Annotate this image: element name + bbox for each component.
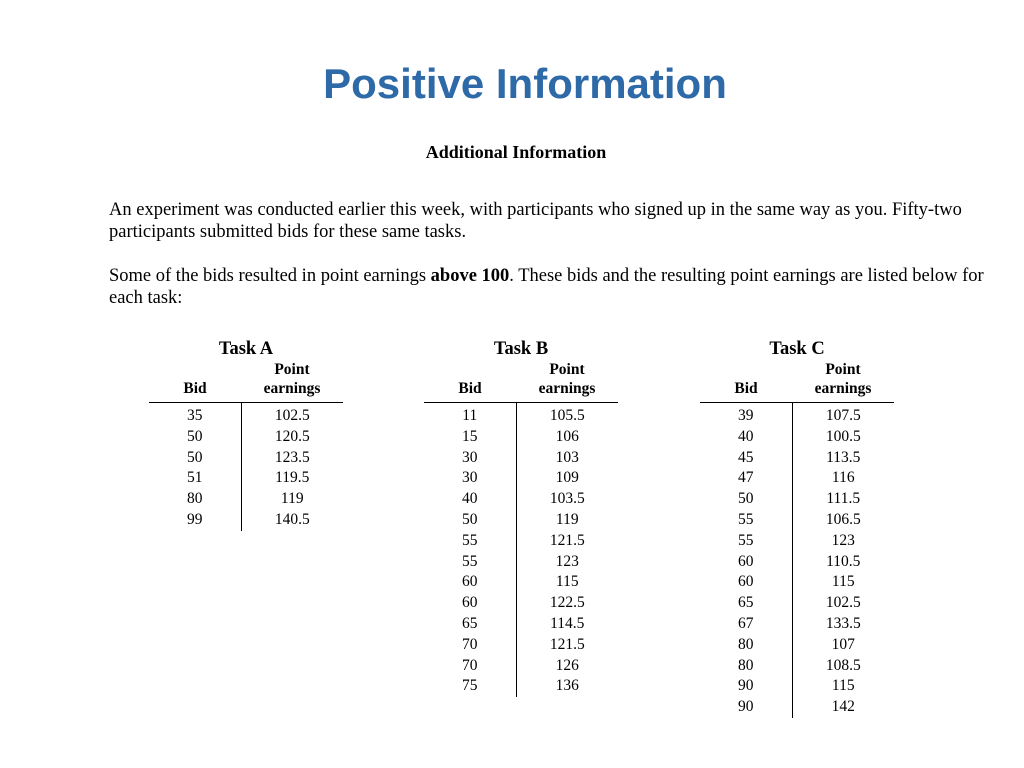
- bid-cell: 30: [424, 468, 516, 489]
- table-row: [700, 531, 894, 552]
- task-title: Task B: [493, 339, 549, 359]
- table-header-row: [149, 360, 343, 403]
- bid-cell: 40: [700, 427, 792, 448]
- bid-cell: 90: [700, 676, 792, 697]
- earnings-cell: 115: [555, 573, 579, 591]
- earnings-cell: 102.5: [825, 594, 861, 612]
- task-title: Task A: [218, 339, 274, 359]
- earnings-header-line1: Point: [549, 361, 585, 378]
- bids-table: [700, 360, 894, 718]
- bid-cell: 50: [700, 489, 792, 510]
- table-row: [700, 697, 894, 718]
- table-row: [700, 593, 894, 614]
- bid-cell: 60: [424, 593, 516, 614]
- earnings-column-header: [792, 360, 894, 403]
- earnings-cell: 111.5: [826, 490, 861, 508]
- table-row: [700, 427, 894, 448]
- earnings-header-line2: earnings: [263, 380, 321, 397]
- earnings-header-line2: earnings: [814, 380, 872, 397]
- table-row: [424, 468, 618, 489]
- table-row: [700, 468, 894, 489]
- earnings-cell: 106: [555, 427, 579, 445]
- earnings-cell: 121.5: [549, 635, 585, 653]
- bids-paragraph-emphasis: above 100: [430, 266, 510, 286]
- table-header-row: [424, 360, 618, 403]
- table-row: [149, 427, 343, 448]
- table-row: [700, 448, 894, 469]
- earnings-cell: 103.5: [549, 490, 585, 508]
- bid-cell: 70: [424, 635, 516, 656]
- table-row: [700, 635, 894, 656]
- bid-cell: 50: [149, 427, 241, 448]
- table-row: [700, 552, 894, 573]
- table-row: [700, 676, 894, 697]
- bid-cell: 75: [424, 676, 516, 697]
- earnings-cell: 122.5: [549, 594, 585, 612]
- task-title: Task C: [769, 339, 825, 359]
- earnings-cell: 102.5: [274, 407, 310, 424]
- table-header-row: [700, 360, 894, 403]
- earnings-cell: 133.5: [825, 614, 861, 632]
- earnings-cell: 113.5: [826, 448, 861, 466]
- table-row: [424, 403, 618, 427]
- earnings-column-header: [516, 360, 618, 403]
- earnings-cell: 107: [831, 635, 855, 653]
- earnings-header-line2: earnings: [538, 380, 596, 397]
- bid-column-header: Bid: [149, 360, 241, 403]
- bid-cell: 50: [424, 510, 516, 531]
- earnings-cell: 119: [555, 510, 579, 528]
- table-row: [424, 656, 618, 677]
- table-row: [424, 676, 618, 697]
- bid-cell: 50: [149, 448, 241, 469]
- table-row: [424, 614, 618, 635]
- bid-cell: 55: [700, 531, 792, 552]
- table-row: [424, 510, 618, 531]
- bid-cell: 60: [700, 572, 792, 593]
- bid-cell: 55: [700, 510, 792, 531]
- bid-cell: 11: [424, 403, 516, 427]
- earnings-cell: 115: [831, 677, 855, 695]
- task-b-panel: [424, 338, 618, 697]
- earnings-cell: 107.5: [825, 407, 861, 424]
- task-a-panel: [149, 338, 343, 531]
- table-row: [700, 510, 894, 531]
- earnings-cell: 119.5: [275, 469, 310, 487]
- table-row: [424, 448, 618, 469]
- bid-column-header: Bid: [424, 360, 516, 403]
- bid-cell: 80: [700, 635, 792, 656]
- earnings-cell: 114.5: [550, 614, 585, 632]
- earnings-cell: 108.5: [825, 656, 861, 674]
- bid-cell: 65: [424, 614, 516, 635]
- earnings-cell: 123: [831, 531, 855, 549]
- earnings-cell: 123: [555, 552, 579, 570]
- bid-cell: 30: [424, 448, 516, 469]
- table-row: [700, 572, 894, 593]
- table-row: [424, 572, 618, 593]
- bid-cell: 80: [700, 656, 792, 677]
- earnings-cell: 121.5: [549, 531, 585, 549]
- earnings-cell: 126: [555, 656, 579, 674]
- earnings-cell: 100.5: [825, 427, 861, 445]
- bid-cell: 15: [424, 427, 516, 448]
- table-row: [149, 403, 343, 427]
- table-row: [700, 489, 894, 510]
- earnings-cell: 136: [555, 677, 579, 695]
- intro-paragraph: An experiment was conducted earlier this week, with participants who signed up in the same way as you. Fifty-two participants submitted bids for these same tasks.: [109, 200, 962, 242]
- earnings-cell: 123.5: [274, 448, 310, 466]
- bid-cell: 90: [700, 697, 792, 718]
- earnings-cell: 105.5: [549, 407, 585, 424]
- task-c-panel: [700, 338, 894, 718]
- slide-title: Positive Information: [323, 60, 727, 107]
- bid-cell: 70: [424, 656, 516, 677]
- bid-cell: 39: [700, 403, 792, 427]
- table-row: [424, 427, 618, 448]
- bid-cell: 51: [149, 468, 241, 489]
- bids-paragraph-end: . These bids and the resulting point earnings are listed below for each task:: [109, 266, 984, 308]
- bid-column-header: Bid: [700, 360, 792, 403]
- earnings-cell: 106.5: [825, 510, 861, 528]
- earnings-cell: 115: [831, 573, 855, 591]
- bids-table: [424, 360, 618, 697]
- bid-cell: 60: [424, 572, 516, 593]
- bid-cell: 65: [700, 593, 792, 614]
- earnings-cell: 142: [831, 698, 855, 716]
- table-row: [149, 468, 343, 489]
- bid-cell: 40: [424, 489, 516, 510]
- bid-cell: 47: [700, 468, 792, 489]
- earnings-cell: 109: [555, 469, 579, 487]
- earnings-cell: 103: [555, 448, 579, 466]
- table-row: [149, 489, 343, 510]
- bid-cell: 55: [424, 552, 516, 573]
- bid-cell: 67: [700, 614, 792, 635]
- earnings-cell: 120.5: [274, 427, 310, 445]
- bids-table: [149, 360, 343, 531]
- table-row: [424, 552, 618, 573]
- bid-cell: 80: [149, 489, 241, 510]
- earnings-cell: 116: [831, 469, 855, 487]
- table-row: [149, 510, 343, 531]
- earnings-header-line1: Point: [274, 361, 310, 378]
- bid-cell: 55: [424, 531, 516, 552]
- earnings-column-header: [241, 360, 343, 403]
- bid-cell: 99: [149, 510, 241, 531]
- bid-cell: 45: [700, 448, 792, 469]
- table-row: [424, 531, 618, 552]
- table-row: [424, 593, 618, 614]
- table-row: [700, 614, 894, 635]
- bid-cell: 60: [700, 552, 792, 573]
- table-row: [700, 403, 894, 427]
- earnings-header-line1: Point: [825, 361, 861, 378]
- earnings-cell: 119: [280, 490, 304, 508]
- table-row: [424, 489, 618, 510]
- table-row: [424, 635, 618, 656]
- table-row: [149, 448, 343, 469]
- earnings-cell: 110.5: [826, 552, 861, 570]
- bid-cell: 35: [149, 403, 241, 427]
- bids-paragraph-start: Some of the bids resulted in point earnings: [109, 266, 431, 286]
- earnings-cell: 140.5: [274, 510, 310, 528]
- section-heading: Additional Information: [425, 142, 607, 162]
- bids-paragraph: [109, 265, 989, 309]
- table-row: [700, 656, 894, 677]
